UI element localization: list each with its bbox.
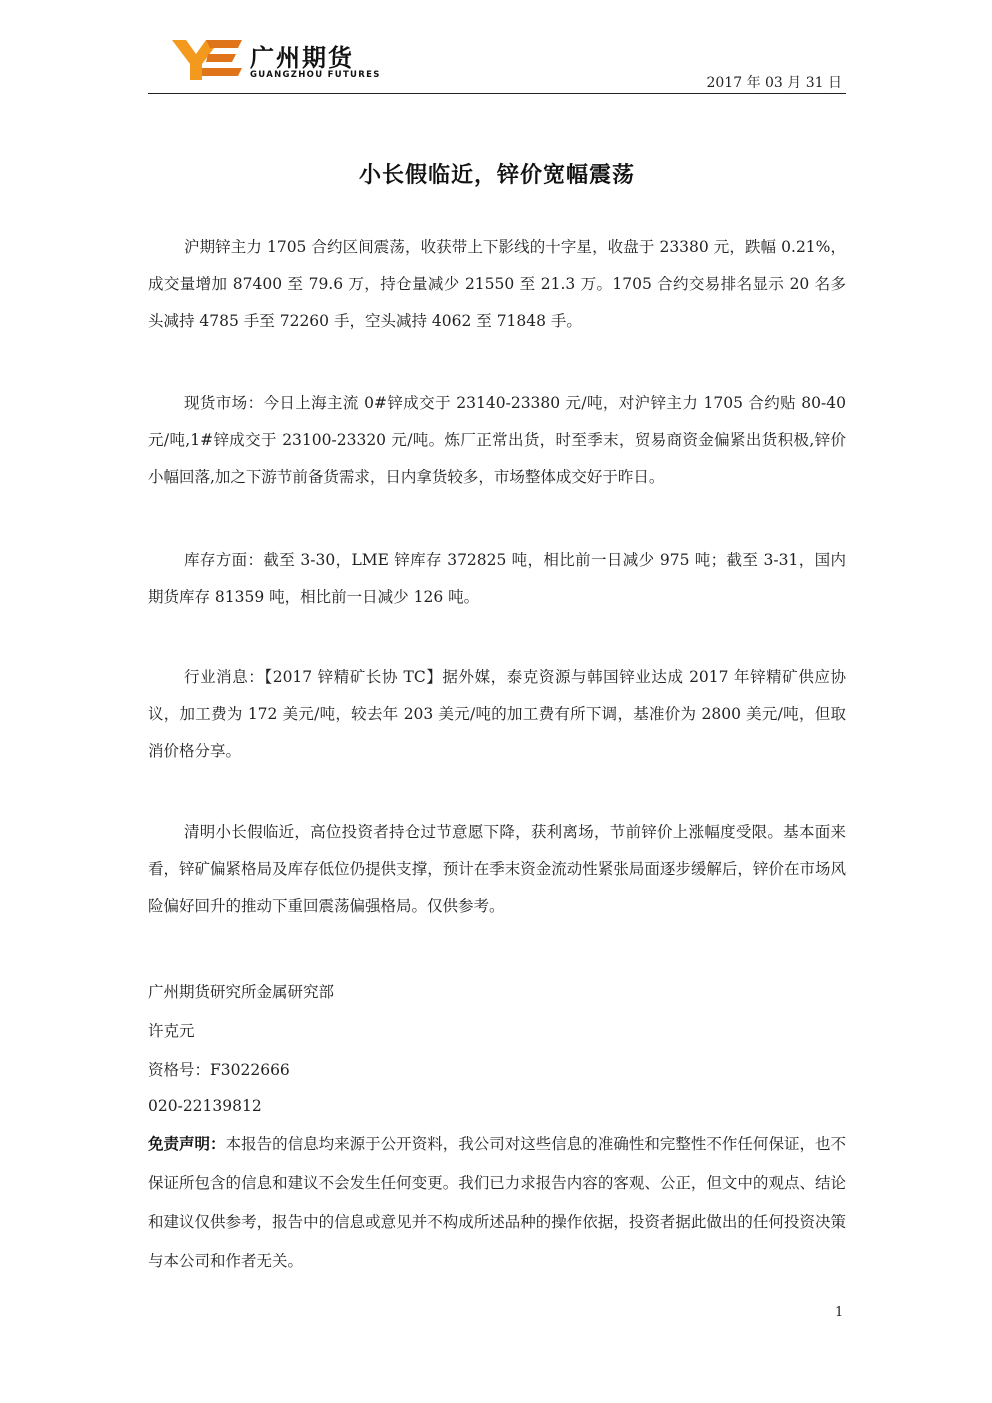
signature-qualification: 资格号：F3022666 xyxy=(148,1061,290,1079)
paragraph-outlook: 清明小长假临近，高位投资者持仓过节意愿下降，获利离场，节前锌价上涨幅度受限。基本面来看，锌矿偏紧格局及库存低位仍提供支撑，预计在季末资金流动性紧张局面逐步缓解后，锌价在市场风险偏好回升的推动下重回震荡偏强格局。仅供参考。 xyxy=(148,823,846,915)
logo-chinese-name: 广州期货 xyxy=(250,44,354,72)
yf-logo-icon xyxy=(172,38,242,82)
paragraph-futures: 沪期锌主力 1705 合约区间震荡，收获带上下影线的十字星，收盘于 23380 元，跌幅 0.21%，成交量增加 87400 至 79.6 万，持仓量减少 21550 至 21.3 万。1705 合约交易排名显示 20 名多头减持 4785 手至 72260 手，空头减持 4062 至 71848 手。 xyxy=(148,238,846,330)
report-title: 小长假临近，锌价宽幅震荡 xyxy=(358,163,635,188)
signature-author: 许克元 xyxy=(148,1022,195,1040)
logo-english-name: GUANGZHOU FUTURES xyxy=(250,70,381,80)
page-header xyxy=(148,30,846,94)
header-divider xyxy=(148,93,846,94)
disclaimer-label: 免责声明： xyxy=(148,1135,226,1153)
paragraph-inventory: 库存方面：截至 3-30，LME 锌库存 372825 吨，相比前一日减少 975 吨；截至 3-31，国内期货库存 81359 吨，相比前一日减少 126 吨。 xyxy=(148,551,846,606)
signature-department: 广州期货研究所金属研究部 xyxy=(148,983,335,1001)
signature-phone: 020-22139812 xyxy=(148,1097,262,1115)
paragraph-spot-market: 现货市场：今日上海主流 0#锌成交于 23140-23380 元/吨，对沪锌主力 1705 合约贴 80-40 元/吨,1#锌成交于 23100-23320 元/吨。炼厂正常出货，时至季末，贸易商资金偏紧出货积极,锌价小幅回落,加之下游节前备货需求，日内拿货较多，市场整体成交好于昨日。 xyxy=(148,394,846,486)
report-date: 2017 年 03 月 31 日 xyxy=(706,75,842,91)
paragraph-industry-news: 行业消息：【2017 锌精矿长协 TC】据外媒，泰克资源与韩国锌业达成 2017 年锌精矿供应协议，加工费为 172 美元/吨，较去年 203 美元/吨的加工费有所下调，基准价为 2800 美元/吨，但取消价格分享。 xyxy=(148,668,846,760)
company-logo xyxy=(172,38,381,82)
disclaimer-text: 本报告的信息均来源于公开资料，我公司对这些信息的准确性和完整性不作任何保证，也不保证所包含的信息和建议不会发生任何变更。我们已力求报告内容的客观、公正，但文中的观点、结论和建议仅供参考，报告中的信息或意见并不构成所述品种的操作依据，投资者据此做出的任何投资决策与本公司和作者无关。 xyxy=(148,1135,846,1270)
page-number: 1 xyxy=(835,1305,844,1320)
disclaimer xyxy=(148,1125,846,1281)
